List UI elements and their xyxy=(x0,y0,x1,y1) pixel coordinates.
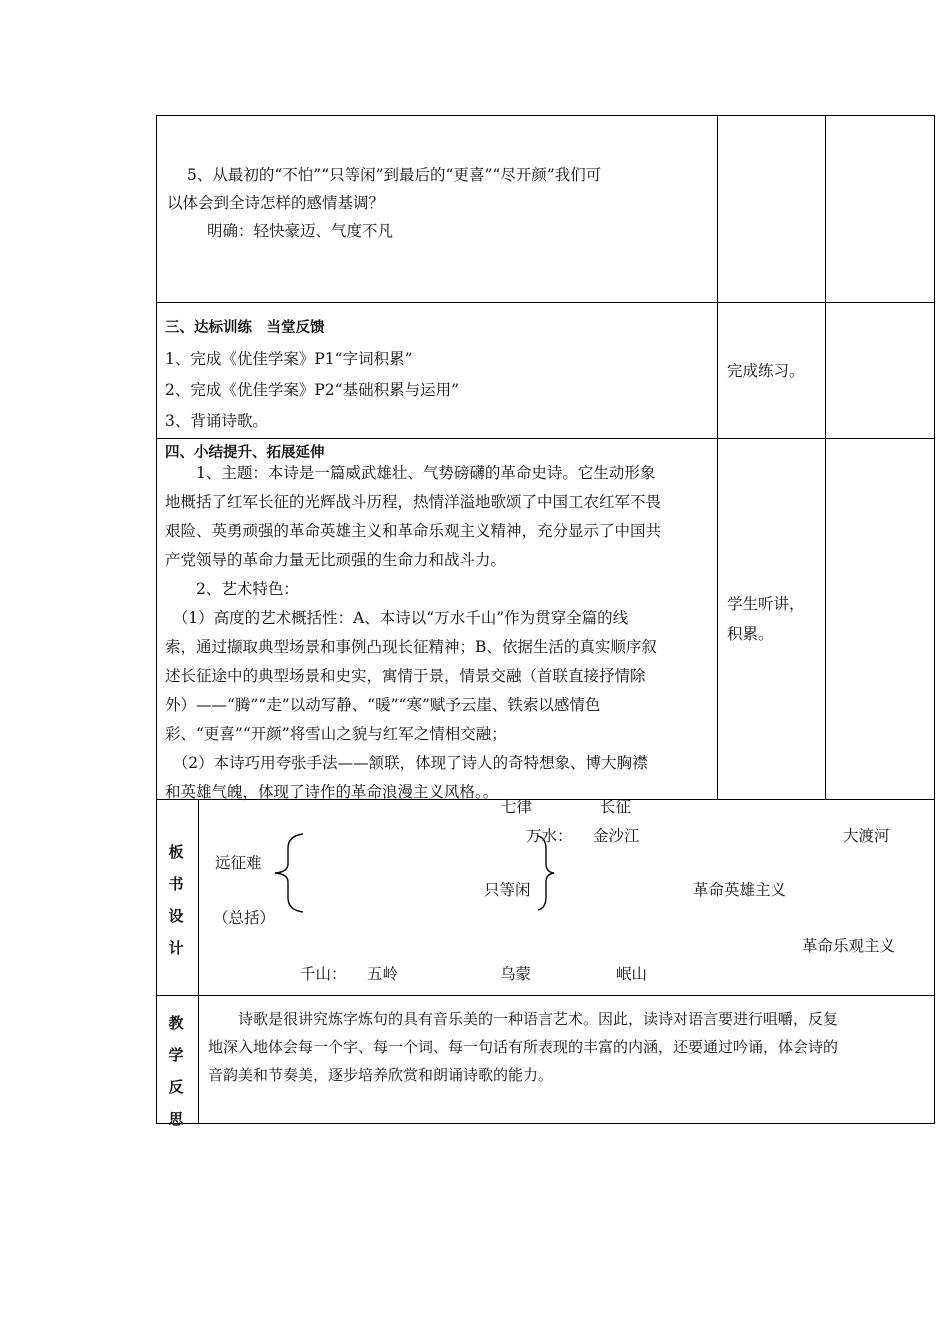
right-brace-icon xyxy=(535,834,557,912)
board-yuanzhengnan: 远征难 xyxy=(215,854,262,872)
question-5: 5、从最初的“不怕”“只等闲”到最后的“更喜”“尽开颜”我们可 xyxy=(187,166,602,184)
section3-item-3: 3、背诵诗歌。 xyxy=(165,412,268,430)
question-5-cont: 以体会到全诗怎样的感情基调？ xyxy=(167,194,385,212)
board-qianshan: 千山： xyxy=(300,965,347,983)
reflection-label: 教 学 反 思 xyxy=(168,1014,184,1128)
section4-line: 和英雄气魄，体现了诗作的革命浪漫主义风格。。 xyxy=(165,783,499,801)
board-optimism: 革命乐观主义 xyxy=(802,937,896,955)
section3-student-activity: 完成练习。 xyxy=(727,362,805,380)
board-wumeng: 乌蒙 xyxy=(500,965,532,983)
board-jinshajiang: 金沙江 xyxy=(593,827,640,845)
col-divider-1 xyxy=(717,115,718,799)
board-zongkuo: （总括） xyxy=(213,909,276,927)
section4-student-activity-1: 学生听讲， xyxy=(727,595,805,613)
section4-body xyxy=(165,459,715,807)
board-minshan: 岷山 xyxy=(616,965,648,983)
table-border-top xyxy=(156,115,935,116)
section4-line: （1）高度的艺术概括性：A、本诗以“万水千山”作为贯穿全篇的线 xyxy=(165,609,629,627)
section3-title: 三、达标训练 当堂反馈 xyxy=(165,320,325,336)
section4-line: 外）——“腾”“走”以动写静、“暖”“寒”赋予云崖、铁索以感情色 xyxy=(165,696,601,714)
board-title-changzheng: 长征 xyxy=(600,798,632,816)
board-hero: 革命英雄主义 xyxy=(693,881,787,899)
section4-line: 产党领导的革命力量无比顽强的生命力和战斗力。 xyxy=(165,551,507,569)
table-border-bottom xyxy=(156,1123,935,1124)
reflection-line: 诗歌是很讲究炼字炼句的具有音乐美的一种语言艺术。因此，读诗对语言要进行咀嚼，反复 xyxy=(208,1010,839,1028)
board-title-qilv: 七律 xyxy=(501,798,533,816)
section4-line: 索，通过撷取典型场景和事例凸现长征精神；B、依据生活的真实顺序叙 xyxy=(165,638,657,656)
row-divider-4 xyxy=(156,995,935,996)
answer-5: 明确：轻快豪迈、气度不凡 xyxy=(207,222,394,240)
label-col-divider xyxy=(198,799,199,1124)
section3-item-2: 2、完成《优佳学案》P2“基础积累与运用” xyxy=(165,381,460,399)
col-divider-2 xyxy=(825,115,826,799)
left-brace-icon xyxy=(272,832,306,914)
section4-line: （2）本诗巧用夸张手法——颔联，体现了诗人的奇特想象、博大胸襟 xyxy=(165,754,648,772)
board-zhidengxian: 只等闲 xyxy=(484,881,531,899)
section4-line: 2、艺术特色： xyxy=(165,580,299,598)
row-divider-2 xyxy=(156,438,935,439)
row-divider-1 xyxy=(156,302,935,303)
table-border-right xyxy=(934,115,935,1124)
reflection-line: 地深入地体会每一个字、每一个词、每一句话有所表现的丰富的内涵，还要通过吟诵，体会诗的 xyxy=(208,1038,839,1056)
board-daduhe: 大渡河 xyxy=(843,827,890,845)
reflection-body xyxy=(208,1005,928,1089)
board-design-label: 板 书 设 计 xyxy=(168,843,184,957)
section4-title: 四、小结提升、拓展延伸 xyxy=(165,445,325,461)
section4-line: 1、主题：本诗是一篇威武雄壮、气势磅礴的革命史诗。它生动形象 xyxy=(165,464,656,482)
table-border-left xyxy=(156,115,157,1124)
section4-student-activity-2: 积累。 xyxy=(727,625,774,643)
section4-line: 地概括了红军长征的光辉战斗历程，热情洋溢地歌颂了中国工农红军不畏 xyxy=(165,493,662,511)
section4-line: 彩、“更喜”“开颜”将雪山之貌与红军之情相交融； xyxy=(165,725,507,743)
section3-item-1: 1、完成《优佳学案》P1“字词积累” xyxy=(165,350,413,368)
section4-line: 艰险、英勇顽强的革命英雄主义和革命乐观主义精神，充分显示了中国共 xyxy=(165,522,662,540)
board-wuling: 五岭 xyxy=(367,965,399,983)
section4-line: 述长征途中的典型场景和史实，寓情于景，情景交融（首联直接抒情除 xyxy=(165,667,646,685)
board-wanshui: 万水： xyxy=(526,827,573,845)
reflection-line: 音韵美和节奏美，逐步培养欣赏和朗诵诗歌的能力。 xyxy=(208,1066,554,1084)
